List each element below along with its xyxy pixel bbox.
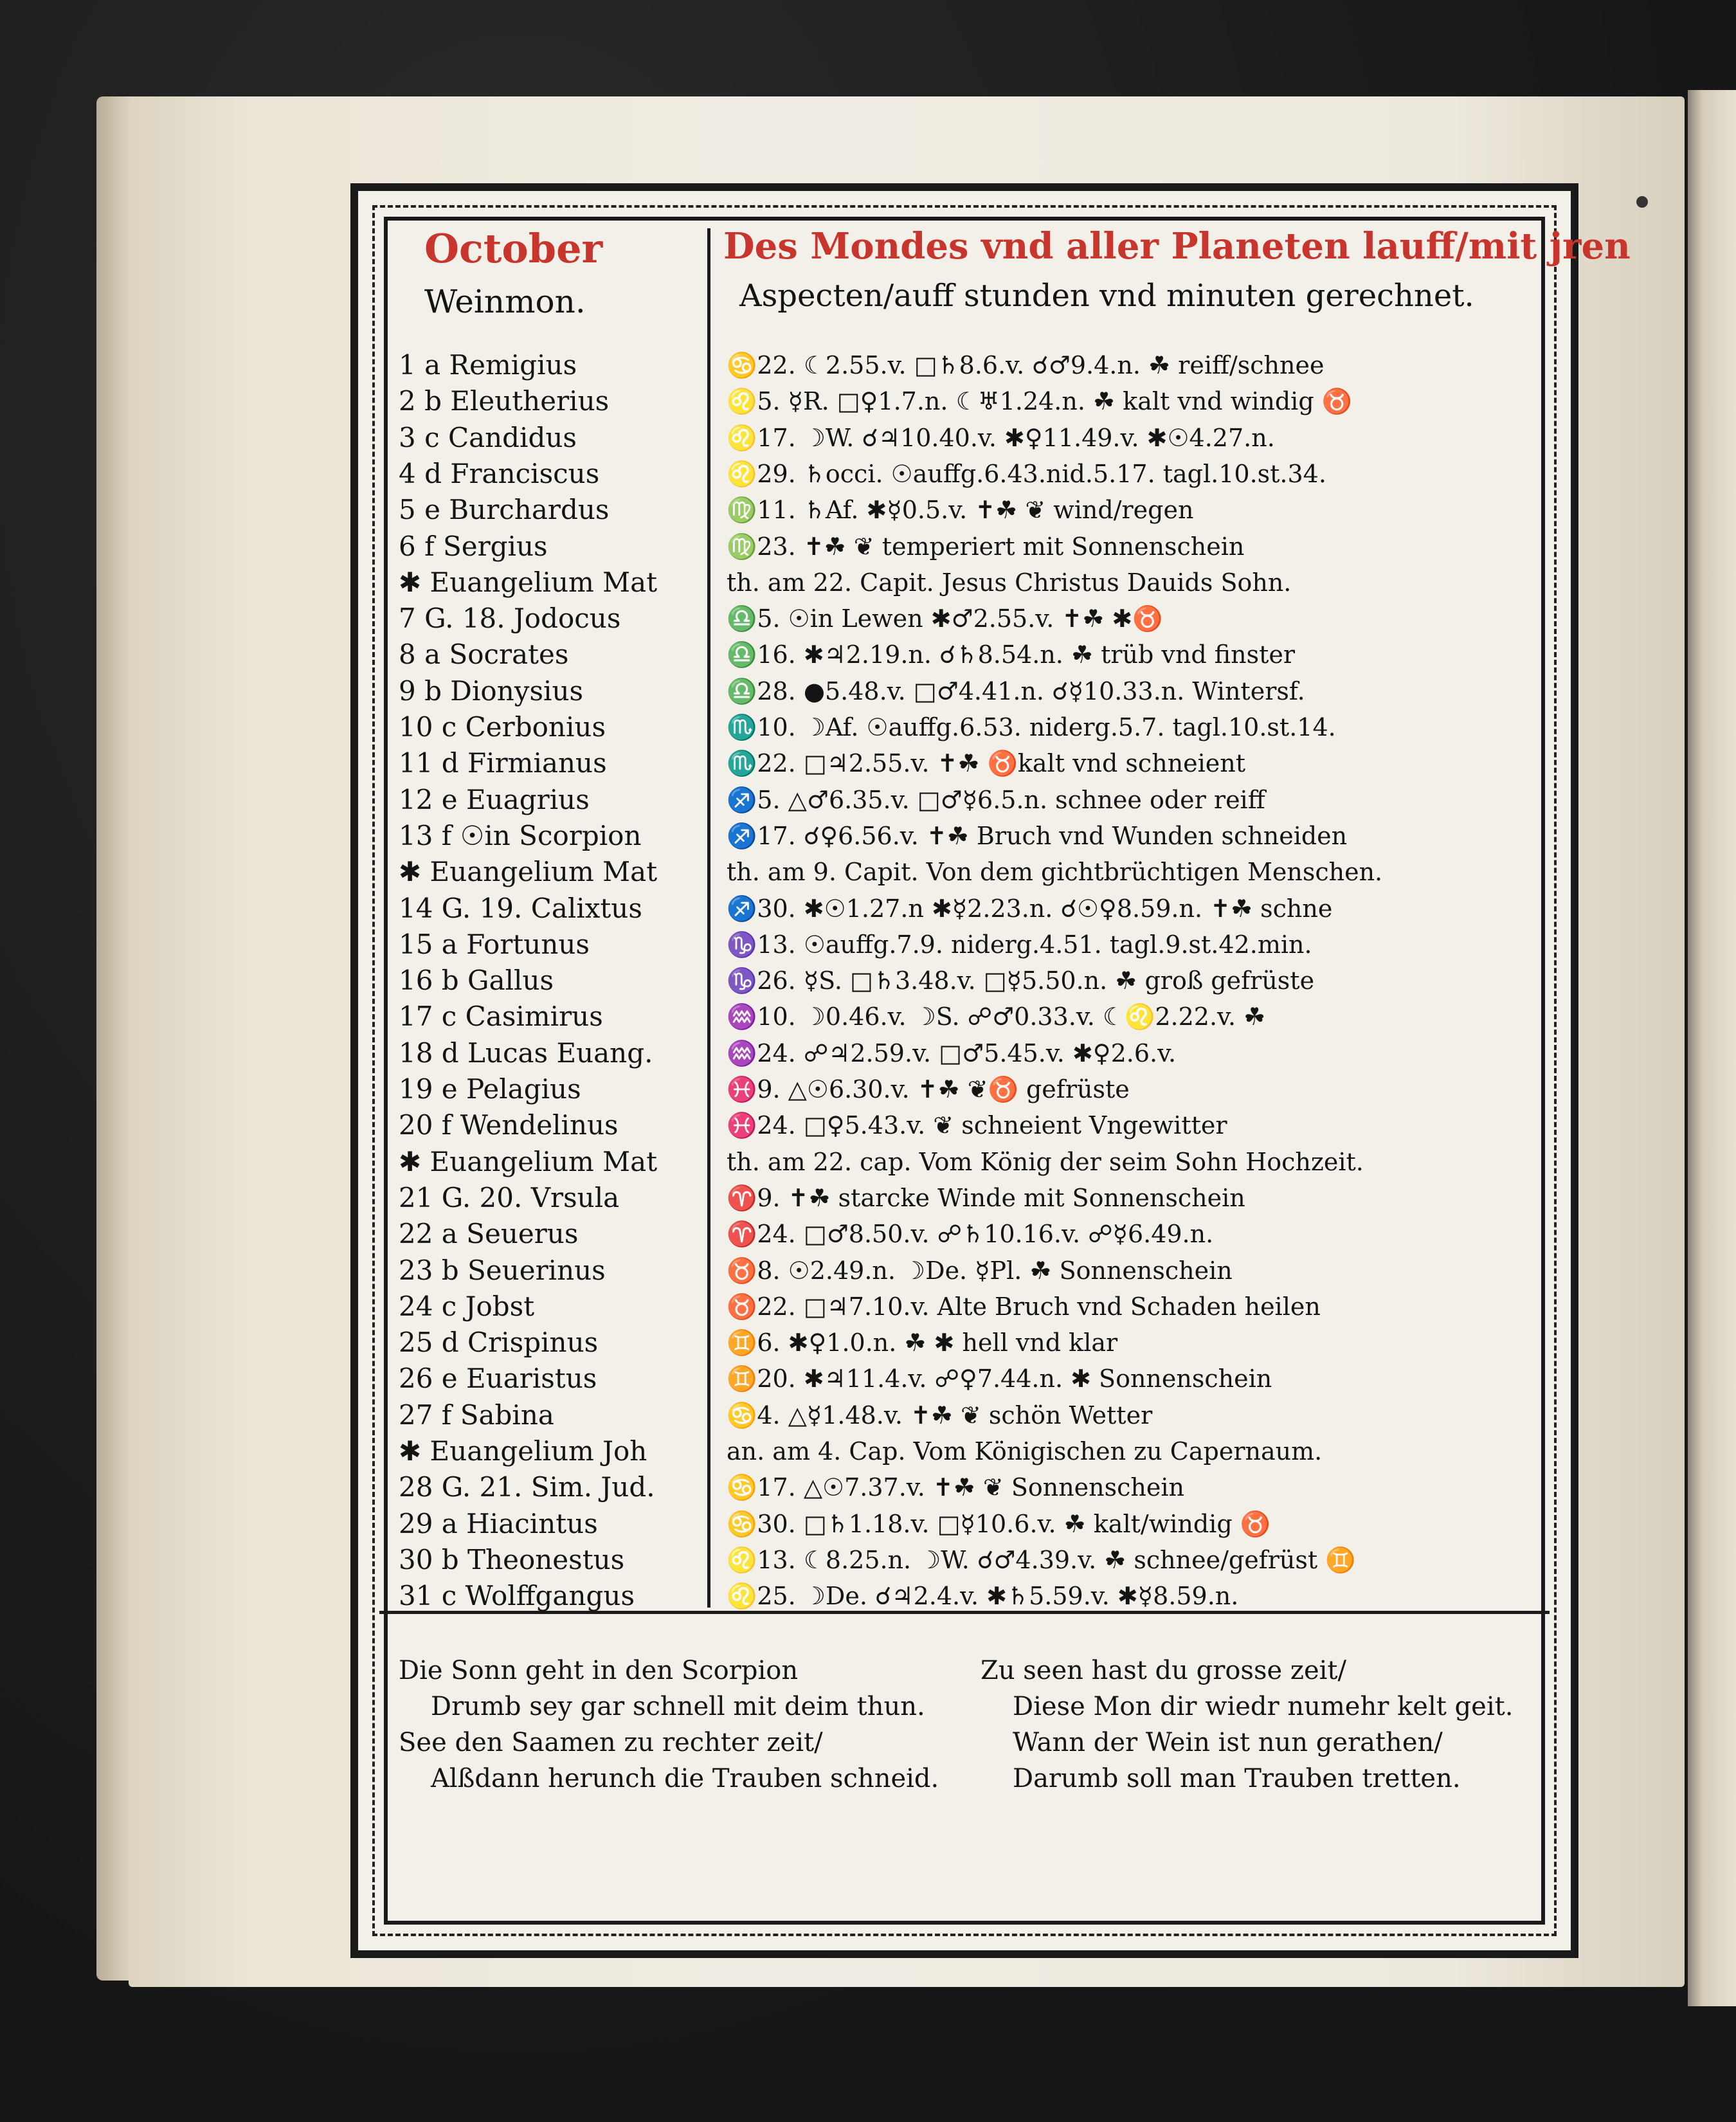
verse-line: Die Sonn geht in den Scorpion (399, 1656, 799, 1685)
calendar-row (0, 745, 1736, 781)
planet-aspects: ♑13. ☉auffg.7.9. niderg.4.51. tagl.9.st.42.min. (727, 930, 1312, 959)
day-saint: 19 e Pelagius (399, 1073, 581, 1105)
calendar-row (0, 963, 1736, 999)
planet-aspects: ♋4. △☿1.48.v. ✝☘ ❦ schön Wetter (727, 1401, 1153, 1429)
day-saint: 22 a Seuerus (399, 1218, 579, 1250)
day-saint: 26 e Euaristus (399, 1363, 597, 1395)
calendar-row (0, 1578, 1736, 1614)
calendar-row (0, 1397, 1736, 1433)
planet-aspects: ♐17. ☌♀6.56.v. ✝☘ Bruch vnd Wunden schneiden (727, 821, 1348, 850)
planet-aspects: ♋30. □♄1.18.v. □☿10.6.v. ☘ kalt/windig ♉ (727, 1509, 1271, 1538)
day-saint: ✱ Euangelium Mat (399, 566, 658, 598)
planet-aspects: ♌5. ☿R. □♀1.7.n. ☾♅1.24.n. ☘ kalt vnd windig ♉ (727, 387, 1353, 416)
calendar-row (0, 927, 1736, 963)
day-saint: 8 a Socrates (399, 639, 569, 671)
day-saint: 30 b Theonestus (399, 1543, 625, 1575)
ink-dot (1636, 196, 1648, 208)
verse-left (399, 1653, 971, 1797)
calendar-row (0, 1506, 1736, 1542)
planet-aspects: ♏10. ☽Af. ☉auffg.6.53. niderg.5.7. tagl.10.st.14. (727, 713, 1336, 741)
day-saint: 18 d Lucas Euang. (399, 1037, 653, 1069)
verse-line: Drumb sey gar schnell mit deim thun. (431, 1692, 925, 1721)
calendar-row (0, 601, 1736, 637)
verse-line: Diese Mon dir wiedr numehr kelt geit. (1013, 1692, 1514, 1721)
planet-aspects: ♎28. ●5.48.v. □♂4.41.n. ☌☿10.33.n. Wintersf. (727, 676, 1305, 705)
planet-aspects: ♒10. ☽0.46.v. ☽S. ☍♂0.33.v. ☾♌2.22.v. ☘ (727, 1002, 1266, 1031)
calendar-row (0, 891, 1736, 927)
month-title: October (424, 225, 603, 272)
planet-aspects: ♌17. ☽W. ☌♃10.40.v. ✱♀11.49.v. ✱☉4.27.n. (727, 423, 1275, 452)
day-saint: 17 c Casimirus (399, 1001, 603, 1033)
planet-aspects: ♋22. ☾2.55.v. □♄8.6.v. ☌♂9.4.n. ☘ reiff/schnee (727, 351, 1325, 379)
verse-line: Alßdann herunch die Trauben schneid. (431, 1764, 939, 1793)
day-saint: 11 d Firmianus (399, 747, 607, 779)
planet-aspects: ♉22. □♃7.10.v. Alte Bruch vnd Schaden heilen (727, 1292, 1321, 1321)
calendar-row (0, 1216, 1736, 1252)
calendar-row (0, 782, 1736, 818)
day-saint: 16 b Gallus (399, 965, 554, 997)
planet-aspects: ♌13. ☾8.25.n. ☽W. ☌♂4.39.v. ☘ schnee/gefrüst ♊ (727, 1545, 1356, 1574)
planet-aspects: ♏22. □♃2.55.v. ✝☘ ♉kalt vnd schneient (727, 749, 1246, 778)
verse-line: See den Saamen zu rechter zeit/ (399, 1728, 823, 1757)
day-saint: 4 d Franciscus (399, 457, 600, 489)
planet-aspects: ♋17. △☉7.37.v. ✝☘ ❦ Sonnenschein (727, 1473, 1185, 1502)
verse-right (981, 1653, 1559, 1797)
day-saint: 21 G. 20. Vrsula (399, 1181, 620, 1213)
planet-aspects: ♍11. ♄Af. ✱☿0.5.v. ✝☘ ❦ wind/regen (727, 496, 1194, 525)
calendar-row (0, 383, 1736, 419)
day-saint: 28 G. 21. Sim. Jud. (399, 1471, 655, 1503)
calendar-row (0, 1180, 1736, 1216)
day-saint: 7 G. 18. Jodocus (399, 603, 621, 635)
planet-aspects: an. am 4. Cap. Vom Königischen zu Capernaum. (727, 1437, 1323, 1465)
calendar-row (0, 673, 1736, 709)
day-saint: 20 f Wendelinus (399, 1109, 619, 1141)
planet-aspects: ♊6. ✱♀1.0.n. ☘ ✱ hell vnd klar (727, 1329, 1118, 1357)
calendar-row (0, 1144, 1736, 1180)
day-saint: 27 f Sabina (399, 1399, 554, 1431)
planet-aspects: th. am 9. Capit. Von dem gichtbrüchtigen Menschen. (727, 858, 1383, 887)
planet-aspects: ♓9. △☉6.30.v. ✝☘ ❦♉ gefrüste (727, 1075, 1130, 1103)
calendar-row (0, 456, 1736, 492)
calendar-row (0, 1361, 1736, 1397)
day-saint: 29 a Hiacintus (399, 1507, 598, 1539)
day-saint: 3 c Candidus (399, 421, 577, 453)
day-saint: 13 f ☉in Scorpion (399, 819, 642, 851)
planet-aspects: th. am 22. cap. Vom König der seim Sohn Hochzeit. (727, 1147, 1364, 1176)
verse-line: Zu seen hast du grosse zeit/ (981, 1656, 1346, 1685)
day-saint: 5 e Burchardus (399, 494, 610, 526)
planet-aspects: ♒24. ☍♃2.59.v. □♂5.45.v. ✱♀2.6.v. (727, 1038, 1177, 1067)
verse-line: Darumb soll man Trauben tretten. (1013, 1764, 1461, 1793)
planet-heading: Des Mondes vnd aller Planeten lauff/mit jren (723, 225, 1631, 268)
month-subtitle: Weinmon. (424, 283, 586, 320)
day-saint: 31 c Wolffgangus (399, 1580, 635, 1612)
calendar-row (0, 999, 1736, 1035)
calendar-row (0, 347, 1736, 383)
calendar-row (0, 637, 1736, 673)
day-saint: 23 b Seuerinus (399, 1254, 606, 1286)
verse-line: Wann der Wein ist nun gerathen/ (1013, 1728, 1443, 1757)
calendar-row (0, 1107, 1736, 1143)
day-saint: 12 e Euagrius (399, 783, 590, 815)
calendar-row (0, 1542, 1736, 1578)
planet-subheading: Aspecten/auff stunden vnd minuten gerechnet. (739, 278, 1474, 314)
day-saint: ✱ Euangelium Mat (399, 856, 658, 888)
day-saint: 9 b Dionysius (399, 675, 584, 707)
calendar-row (0, 529, 1736, 565)
planet-aspects: ♍23. ✝☘ ❦ temperiert mit Sonnenschein (727, 532, 1245, 561)
day-saint: 25 d Crispinus (399, 1327, 599, 1359)
calendar-row (0, 1433, 1736, 1469)
calendar-row (0, 565, 1736, 601)
planet-aspects: ♌29. ♄occi. ☉auffg.6.43.nid.5.17. tagl.10.st.34. (727, 459, 1326, 488)
day-saint: 15 a Fortunus (399, 928, 590, 960)
day-saint: 24 c Jobst (399, 1290, 535, 1322)
calendar-row (0, 1035, 1736, 1071)
planet-aspects: ♊20. ✱♃11.4.v. ☍♀7.44.n. ✱ Sonnenschein (727, 1365, 1272, 1393)
calendar-row (0, 420, 1736, 456)
day-saint: 1 a Remigius (399, 349, 577, 381)
calendar-row (0, 818, 1736, 854)
calendar-row (0, 709, 1736, 745)
day-saint: 10 c Cerbonius (399, 711, 606, 743)
planet-aspects: ♐5. △♂6.35.v. □♂☿6.5.n. schnee oder reiff (727, 785, 1265, 814)
planet-aspects: ♎5. ☉in Lewen ✱♂2.55.v. ✝☘ ✱♉ (727, 604, 1163, 633)
planet-aspects: ♉8. ☉2.49.n. ☽De. ☿Pl. ☘ Sonnenschein (727, 1256, 1233, 1285)
planet-aspects: th. am 22. Capit. Jesus Christus Dauids Sohn. (727, 568, 1292, 597)
planet-aspects: ♈24. □♂8.50.v. ☍♄10.16.v. ☍☿6.49.n. (727, 1220, 1214, 1249)
planet-aspects: ♎16. ✱♃2.19.n. ☌♄8.54.n. ☘ trüb vnd finster (727, 640, 1296, 669)
calendar-row (0, 492, 1736, 528)
calendar-row (0, 1325, 1736, 1361)
calendar-row (0, 854, 1736, 890)
calendar-row (0, 1071, 1736, 1107)
day-saint: ✱ Euangelium Mat (399, 1145, 658, 1177)
calendar-row (0, 1253, 1736, 1289)
day-saint: ✱ Euangelium Joh (399, 1435, 647, 1467)
planet-aspects: ♑26. ☿S. □♄3.48.v. □☿5.50.n. ☘ groß gefrüste (727, 966, 1315, 995)
day-saint: 6 f Sergius (399, 530, 548, 562)
day-saint: 2 b Eleutherius (399, 385, 610, 417)
planet-aspects: ♈9. ✝☘ starcke Winde mit Sonnenschein (727, 1183, 1245, 1212)
planet-aspects: ♌25. ☽De. ☌♃2.4.v. ✱♄5.59.v. ✱☿8.59.n. (727, 1582, 1239, 1611)
calendar-row (0, 1289, 1736, 1325)
day-saint: 14 G. 19. Calixtus (399, 892, 642, 924)
planet-aspects: ♓24. □♀5.43.v. ❦ schneient Vngewitter (727, 1111, 1227, 1140)
calendar-row (0, 1469, 1736, 1505)
planet-aspects: ♐30. ✱☉1.27.n ✱☿2.23.n. ☌☉♀8.59.n. ✝☘ schne (727, 894, 1333, 923)
